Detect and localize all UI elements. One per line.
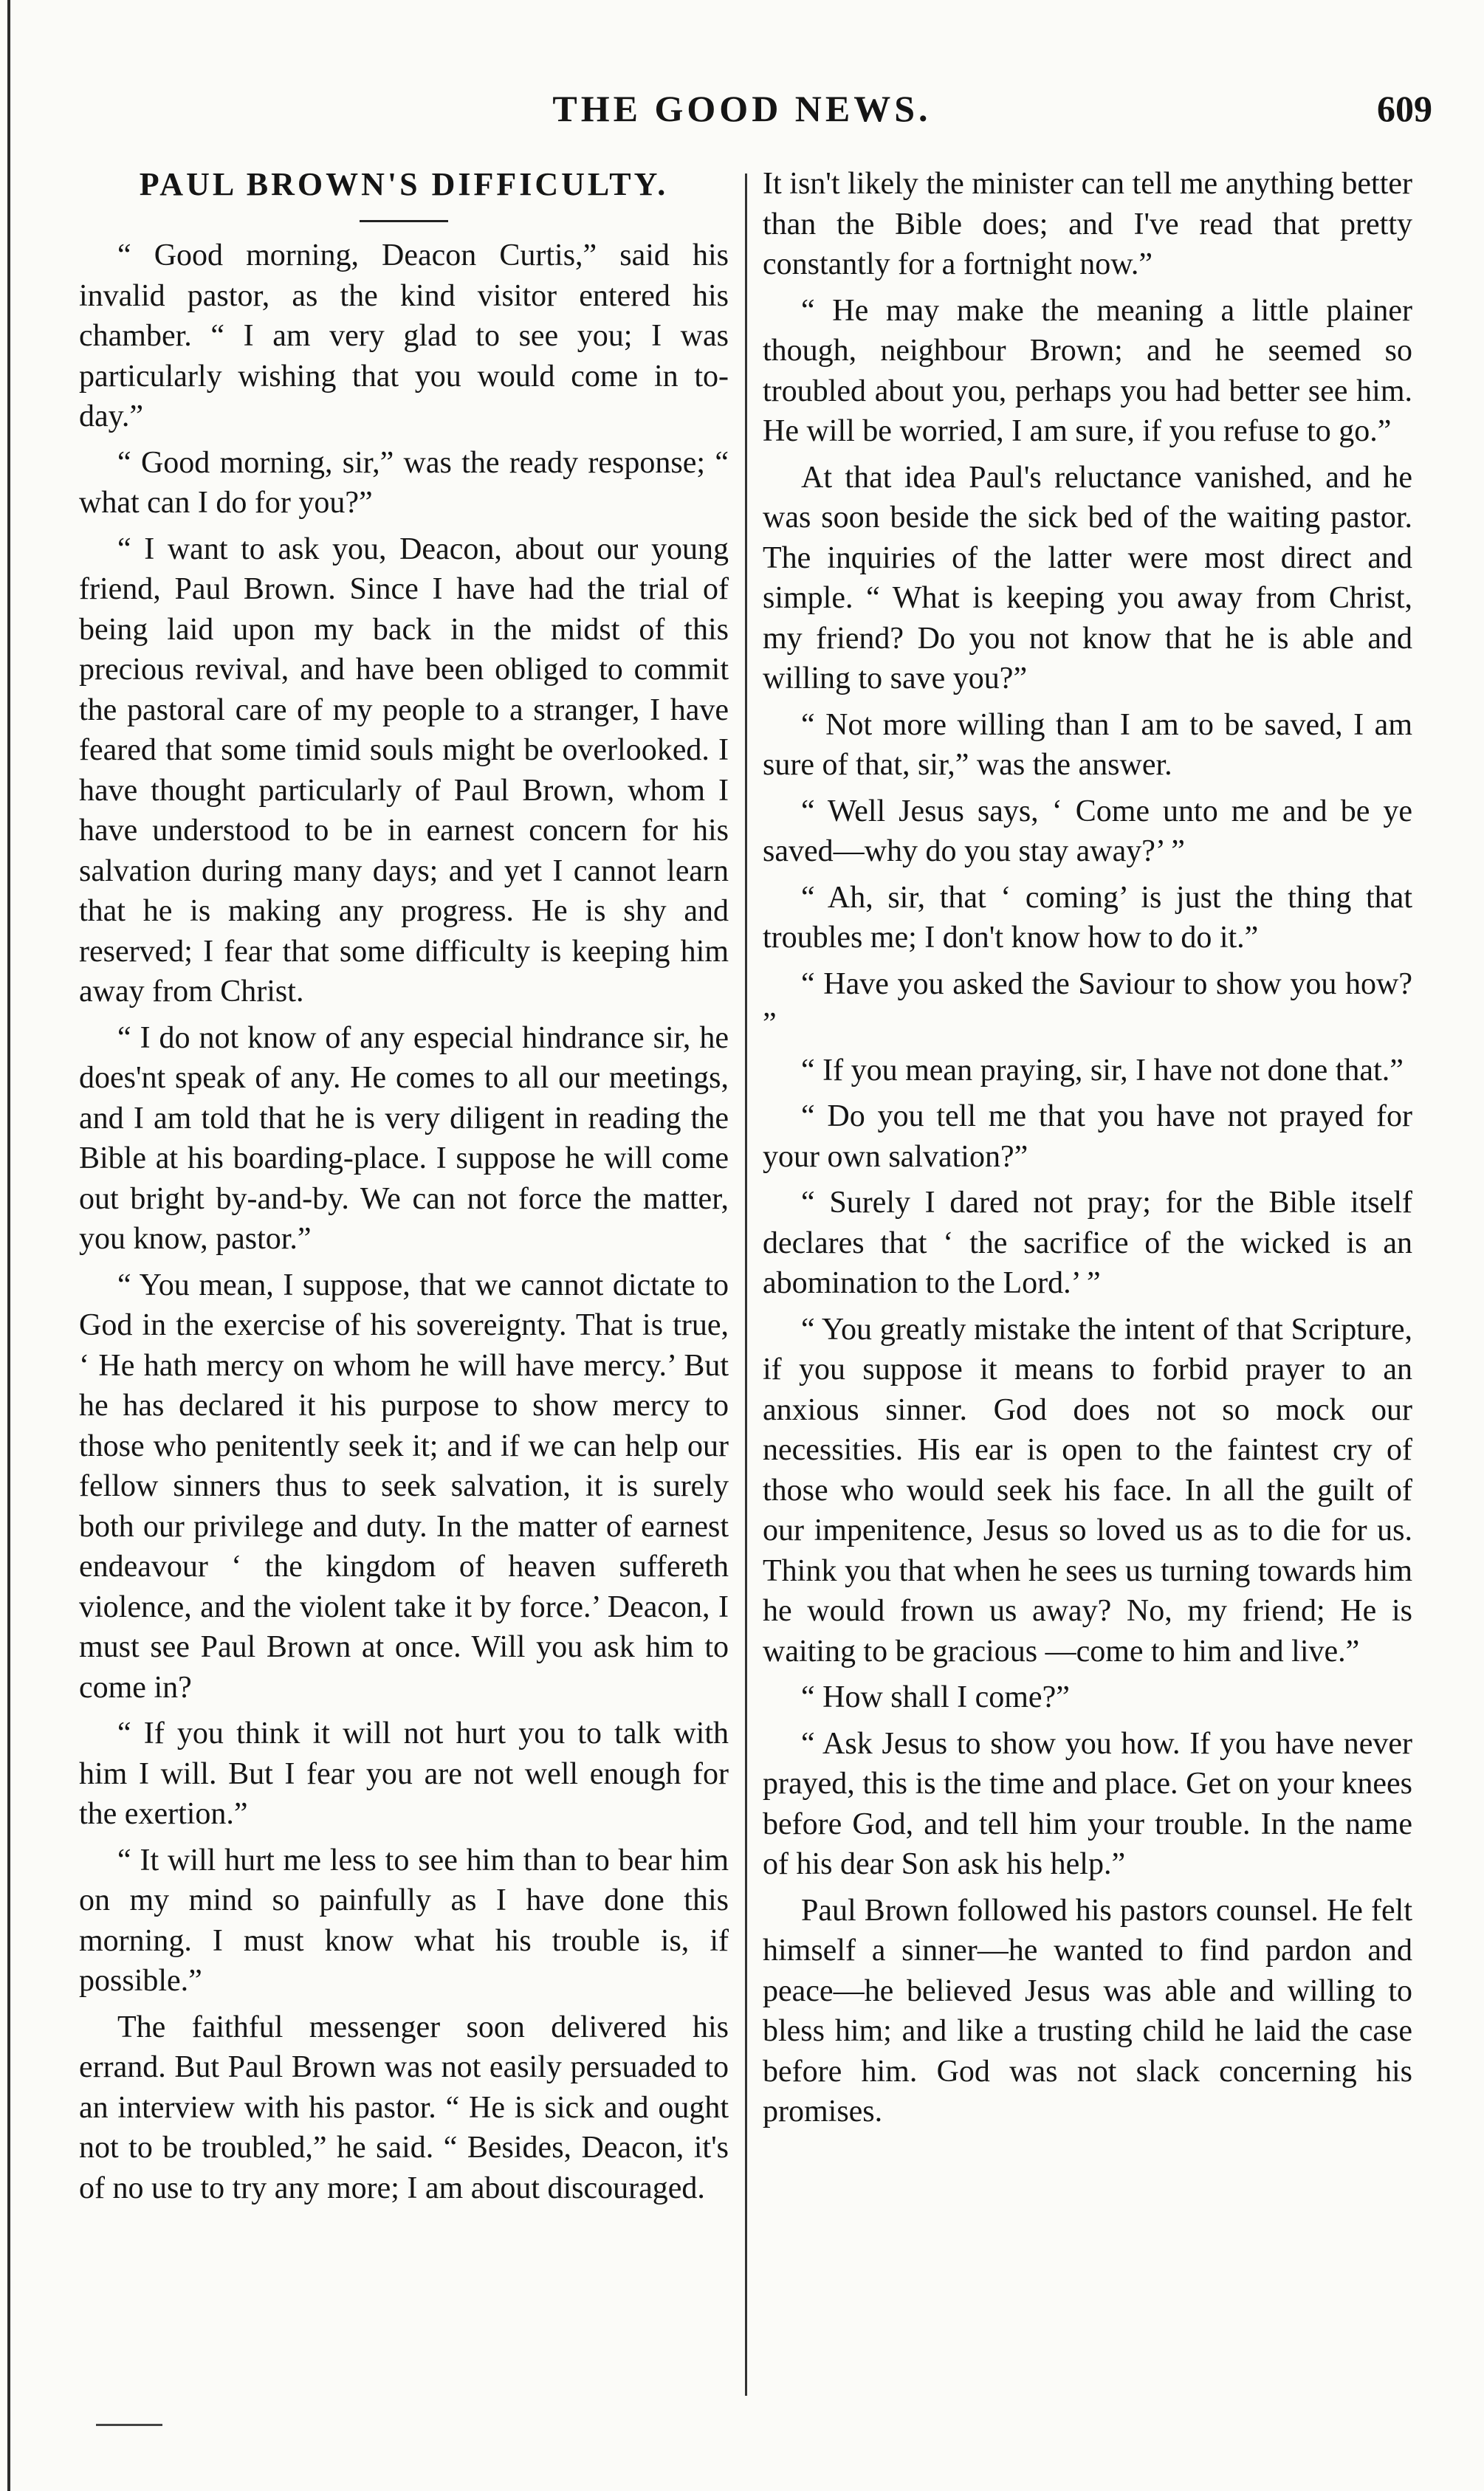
- running-title: THE GOOD NEWS.: [552, 88, 932, 129]
- paragraph: “ Good morning, sir,” was the ready response; “ what can I do for you?”: [79, 445, 729, 520]
- paragraph: “ Surely I dared not pray; for the Bible itself declares that ‘ the sacrifice of the wicked is an abomination to the Lord.’ ”: [763, 1186, 1412, 1300]
- article-title: PAUL BROWN'S DIFFICULTY.: [139, 166, 669, 202]
- paragraph: “ You greatly mistake the intent of that Scripture, if you suppose it means to forbid prayer to an anxious sinner. God does not so mock our necessities. His ear is open to the faintest cry of those who would seek his face. In all the guilt of our impenitence, Jesus so loved us as to die for us. Think you that when he sees us turning towards him he would frown us away? No, my friend; He is waiting to be gracious —come to him and live.”: [763, 1312, 1412, 1669]
- paragraph: At that idea Paul's reluctance vanished, and he was soon beside the sick bed of the waiting pastor. The inquiries of the latter were most direct and simple. “ What is keeping you away from Christ, my friend? Do you not know that he is able and willing to save you?”: [763, 460, 1412, 695]
- paragraph-continued: It isn't likely the minister can tell me anything better than the Bible does; and I've read that pretty constantly for a fortnight now.”: [763, 167, 1412, 281]
- paragraph: “ Have you asked the Saviour to show you how? ”: [763, 966, 1412, 1041]
- paragraph: “ I do not know of any especial hindrance sir, he does'nt speak of any. He comes to all our meetings, and I am told that he is very diligent in reading the Bible at his boarding-place. I suppose he will come out bright by-and-by. We can not force the matter, you know, pastor.”: [79, 1020, 729, 1256]
- paragraph: “ If you mean praying, sir, I have not done that.”: [801, 1053, 1404, 1088]
- paragraph: The faithful messenger soon delivered his errand. But Paul Brown was not easily persuaded to an interview with his pastor. “ He is sick and ought not to be troubled,” he said. “ Besides, Deacon, it's of no use to try any more; I am about discouraged.: [79, 2010, 729, 2205]
- paragraph: “ Not more willing than I am to be saved, I am sure of that, sir,” was the answer.: [763, 707, 1412, 782]
- left-column: [79, 164, 729, 2214]
- right-column: [763, 164, 1412, 2138]
- paragraph: Paul Brown followed his pastors counsel. He felt himself a sinner—he wanted to find pardon and peace—he believed Jesus was able and willing to bless him; and like a trusting child he laid the case before him. God was not slack concerning his promises.: [763, 1893, 1412, 2128]
- page-edge-rule: [7, 0, 10, 2491]
- paragraph: “ I want to ask you, Deacon, about our young friend, Paul Brown. Since I have had the trial of being laid upon my back in the midst of this precious revival, and have been obliged to commit the pastoral care of my people to a stranger, I have feared that some timid souls might be overlooked. I have thought particularly of Paul Brown, whom I have understood to be in earnest concern for his salvation during many days; and yet I cannot learn that he is making any progress. He is shy and reserved; I fear that some difficulty is keeping him away from Christ.: [79, 532, 729, 1009]
- paragraph: “ Do you tell me that you have not prayed for your own salvation?”: [763, 1099, 1412, 1174]
- paragraph: “ It will hurt me less to see him than to bear him on my mind so painfully as I have done this morning. I must know what his trouble is, if possible.”: [79, 1843, 729, 1998]
- paragraph: “ How shall I come?”: [801, 1680, 1070, 1714]
- paragraph: “ Ask Jesus to show you how. If you have never prayed, this is the time and place. Get on your knees before God, and tell him your trouble. In the name of his dear Son ask his help.”: [763, 1726, 1412, 1881]
- page-number: 609: [1377, 88, 1432, 129]
- paragraph: “ You mean, I suppose, that we cannot dictate to God in the exercise of his sovereignty. That is true, ‘ He hath mercy on whom he will have mercy.’ But he has declared it his purpose to show mercy to those who penitently seek it; and if we can help our fellow sinners thus to seek salvation, it is surely both our privilege and duty. In the matter of earnest endeavour ‘ the kingdom of heaven suffereth violence, and the violent take it by force.’ Deacon, I must see Paul Brown at once. Will you ask him to come in?: [79, 1268, 729, 1705]
- column-divider: [745, 173, 747, 2396]
- bottom-printer-mark: [96, 2424, 162, 2426]
- title-rule: [360, 220, 448, 222]
- paragraph: “ Ah, sir, that ‘ coming’ is just the thing that troubles me; I don't know how to do it.”: [763, 880, 1412, 955]
- paragraph: “ Good morning, Deacon Curtis,” said his invalid pastor, as the kind visitor entered his chamber. “ I am very glad to see you; I was particularly wishing that you would come in to-day.”: [79, 238, 729, 433]
- paragraph: “ Well Jesus says, ‘ Come unto me and be ye saved—why do you stay away?’ ”: [763, 794, 1412, 868]
- paragraph: “ If you think it will not hurt you to talk with him I will. But I fear you are not well enough for the exertion.”: [79, 1717, 729, 1831]
- running-head: [0, 87, 1484, 139]
- paragraph: “ He may make the meaning a little plainer though, neighbour Brown; and he seemed so troubled about you, perhaps you had better see him. He will be worried, I am sure, if you refuse to go.”: [763, 293, 1412, 448]
